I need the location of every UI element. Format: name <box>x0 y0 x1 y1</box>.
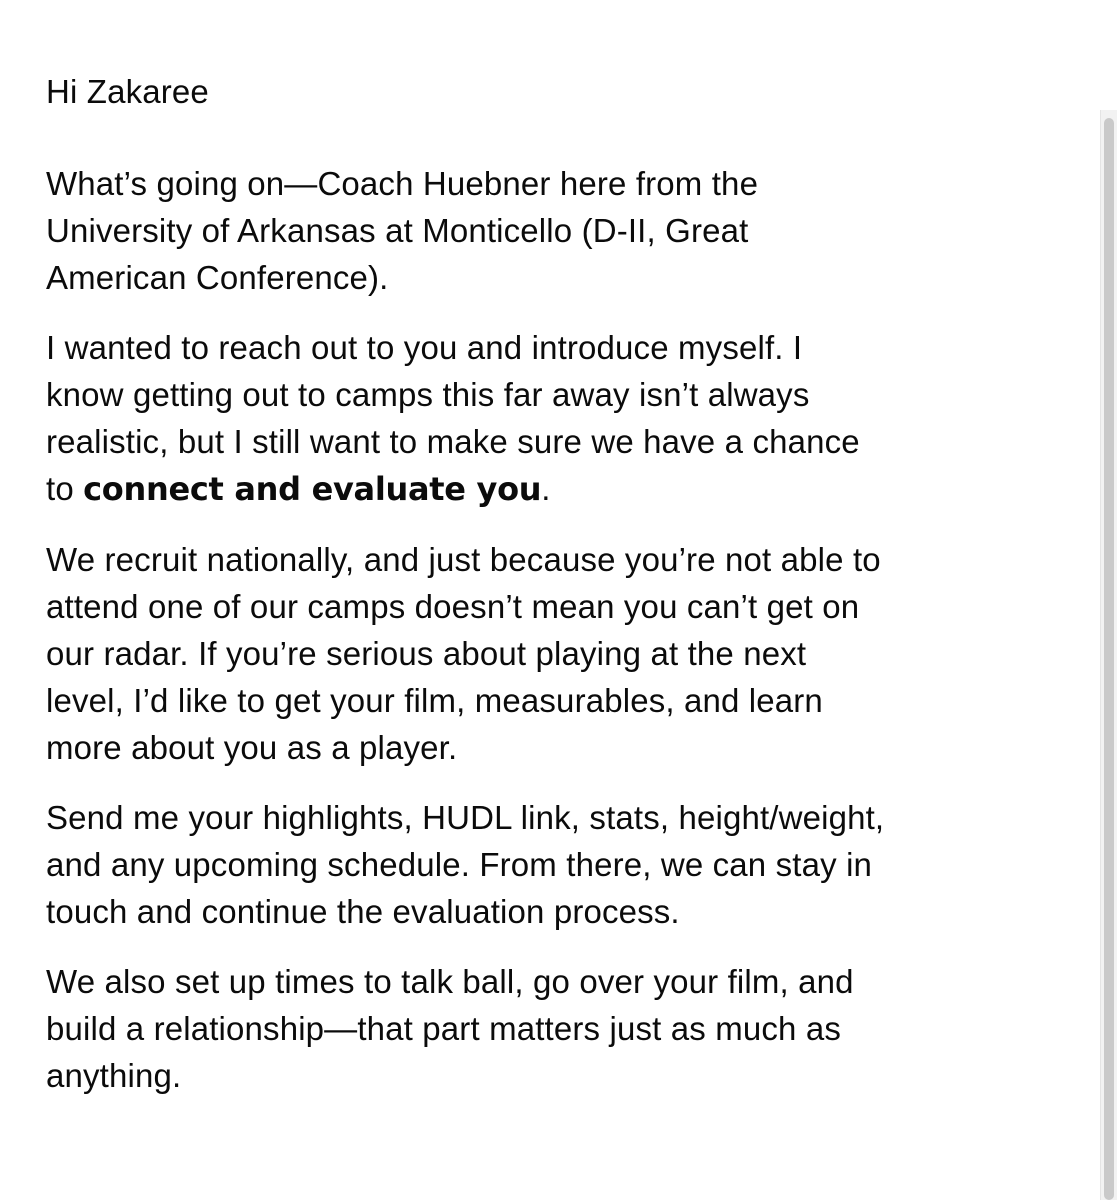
paragraph-reach-out <box>46 324 1086 513</box>
emphasized-text: connect and evaluate you <box>83 470 542 508</box>
paragraph-relationship: We also set up times to talk ball, go over your film, and build a relationship—that part matters just as much as anything. <box>46 963 854 1094</box>
paragraph-reach-out-text: I wanted to reach out to you and introduce myself. I know getting out to camps this far away isn’t always realistic, but I still want to make sure we have a chance to <box>46 329 860 507</box>
vertical-scrollbar[interactable] <box>1100 110 1117 1200</box>
paragraph-recruit: We recruit nationally, and just because you’re not able to attend one of our camps doesn’t mean you can’t get on our radar. If you’re serious about playing at the next level, I’d like to get your film, measurables, and learn more about you as a player. <box>46 541 881 766</box>
scrollbar-thumb[interactable] <box>1104 118 1114 1200</box>
email-body <box>46 68 1086 1122</box>
paragraph-send-info: Send me your highlights, HUDL link, stats, height/weight, and any upcoming schedule. From there, we can stay in touch and continue the evaluation process. <box>46 799 885 930</box>
paragraph-intro: What’s going on—Coach Huebner here from the University of Arkansas at Monticello (D-II, Great American Conference). <box>46 165 759 296</box>
paragraph-reach-out-end: . <box>541 470 551 507</box>
email-greeting: Hi Zakaree <box>46 73 209 110</box>
